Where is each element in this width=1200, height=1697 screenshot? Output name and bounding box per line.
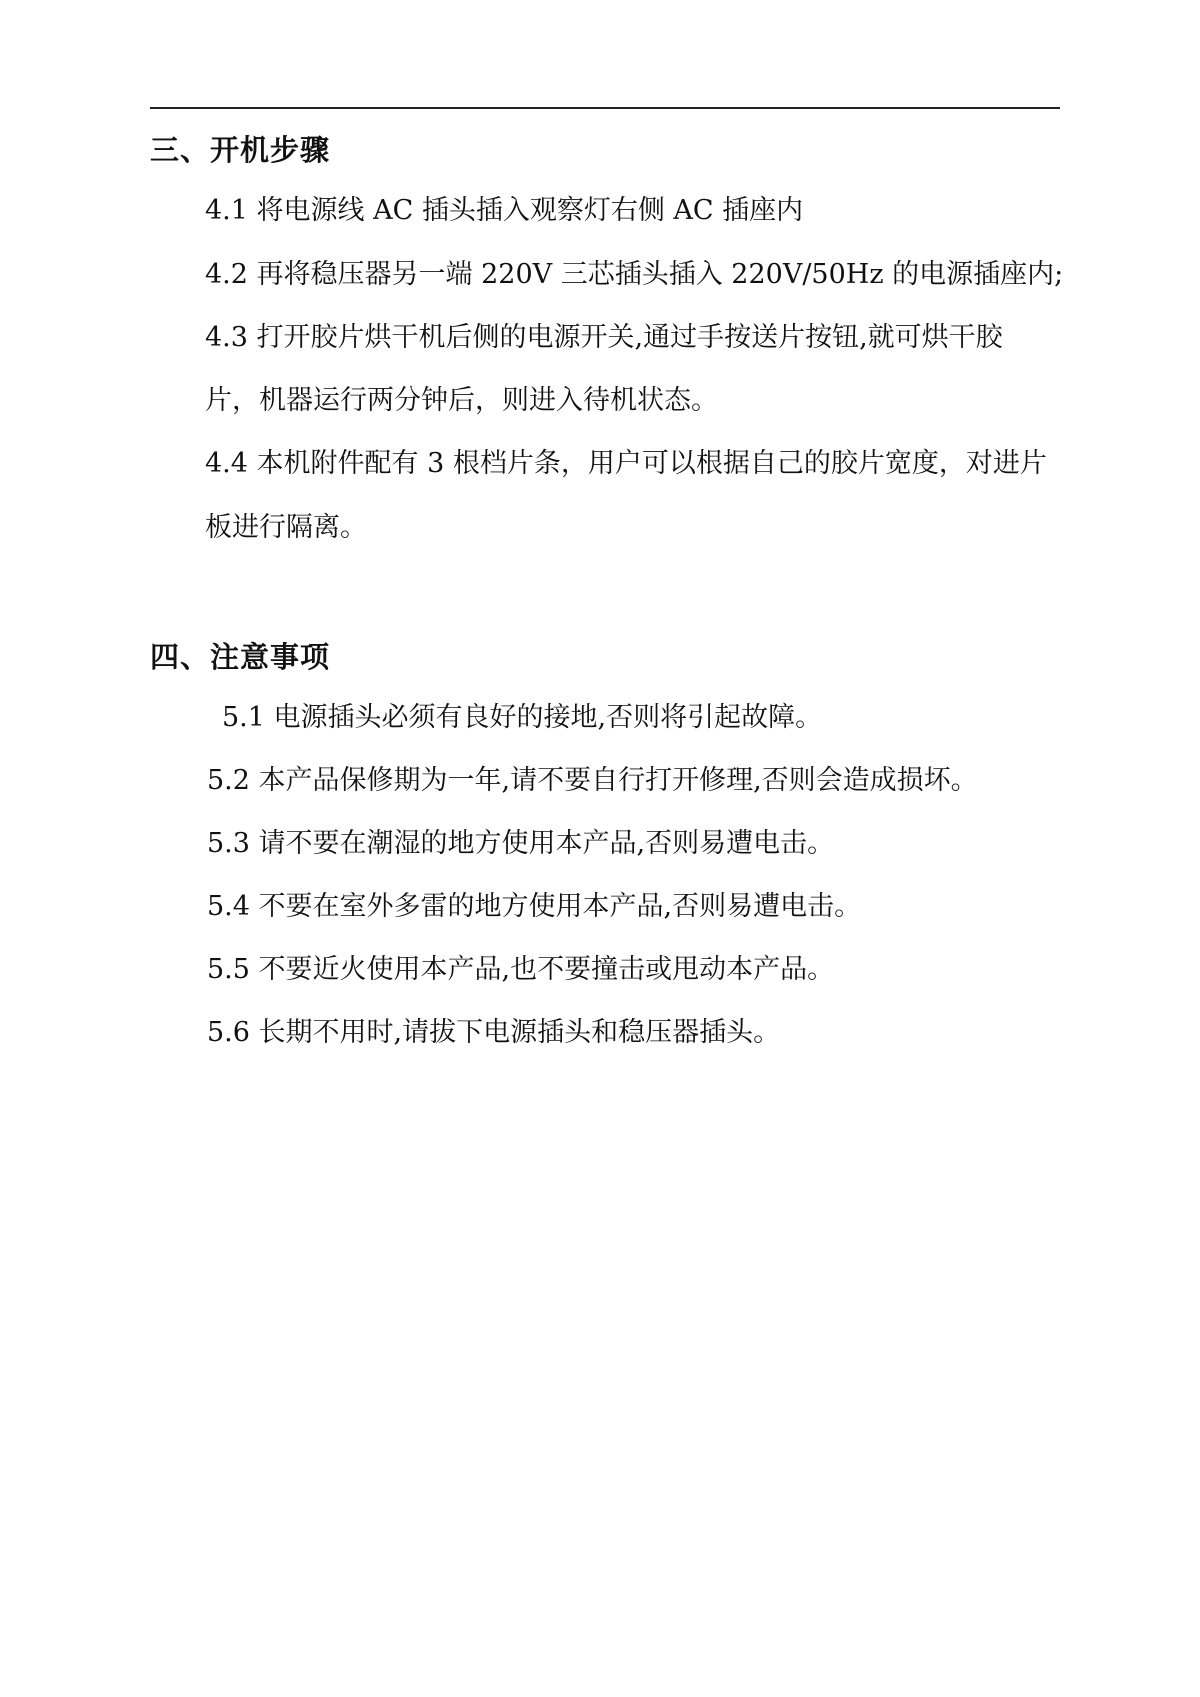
startup-step-4-3-cont: 片，机器运行两分钟后，则进入待机状态。 (205, 385, 718, 416)
precaution-5-1: 5.1 电源插头必须有良好的接地,否则将引起故障。 (222, 702, 823, 733)
precaution-5-5: 5.5 不要近火使用本产品,也不要撞击或甩动本产品。 (207, 954, 835, 985)
precaution-5-2: 5.2 本产品保修期为一年,请不要自行打开修理,否则会造成损坏。 (207, 765, 978, 796)
section-heading-startup: 三、开机步骤 (150, 133, 331, 167)
precaution-5-3: 5.3 请不要在潮湿的地方使用本产品,否则易遭电击。 (207, 828, 835, 859)
startup-step-4-4: 4.4 本机附件配有 3 根档片条，用户可以根据自己的胶片宽度，对进片 (205, 448, 1047, 479)
header-rule (150, 107, 1060, 109)
section-heading-precautions: 四、注意事项 (150, 640, 331, 674)
startup-step-4-4-cont: 板进行隔离。 (205, 512, 367, 543)
precaution-5-6: 5.6 长期不用时,请拔下电源插头和稳压器插头。 (207, 1017, 781, 1048)
precaution-5-4: 5.4 不要在室外多雷的地方使用本产品,否则易遭电击。 (207, 891, 862, 922)
startup-step-4-2: 4.2 再将稳压器另一端 220V 三芯插头插入 220V/50Hz 的电源插座内; (205, 259, 1064, 290)
startup-step-4-3: 4.3 打开胶片烘干机后侧的电源开关,通过手按送片按钮,就可烘干胶 (205, 322, 1003, 353)
startup-step-4-1: 4.1 将电源线 AC 插头插入观察灯右侧 AC 插座内 (205, 195, 804, 226)
